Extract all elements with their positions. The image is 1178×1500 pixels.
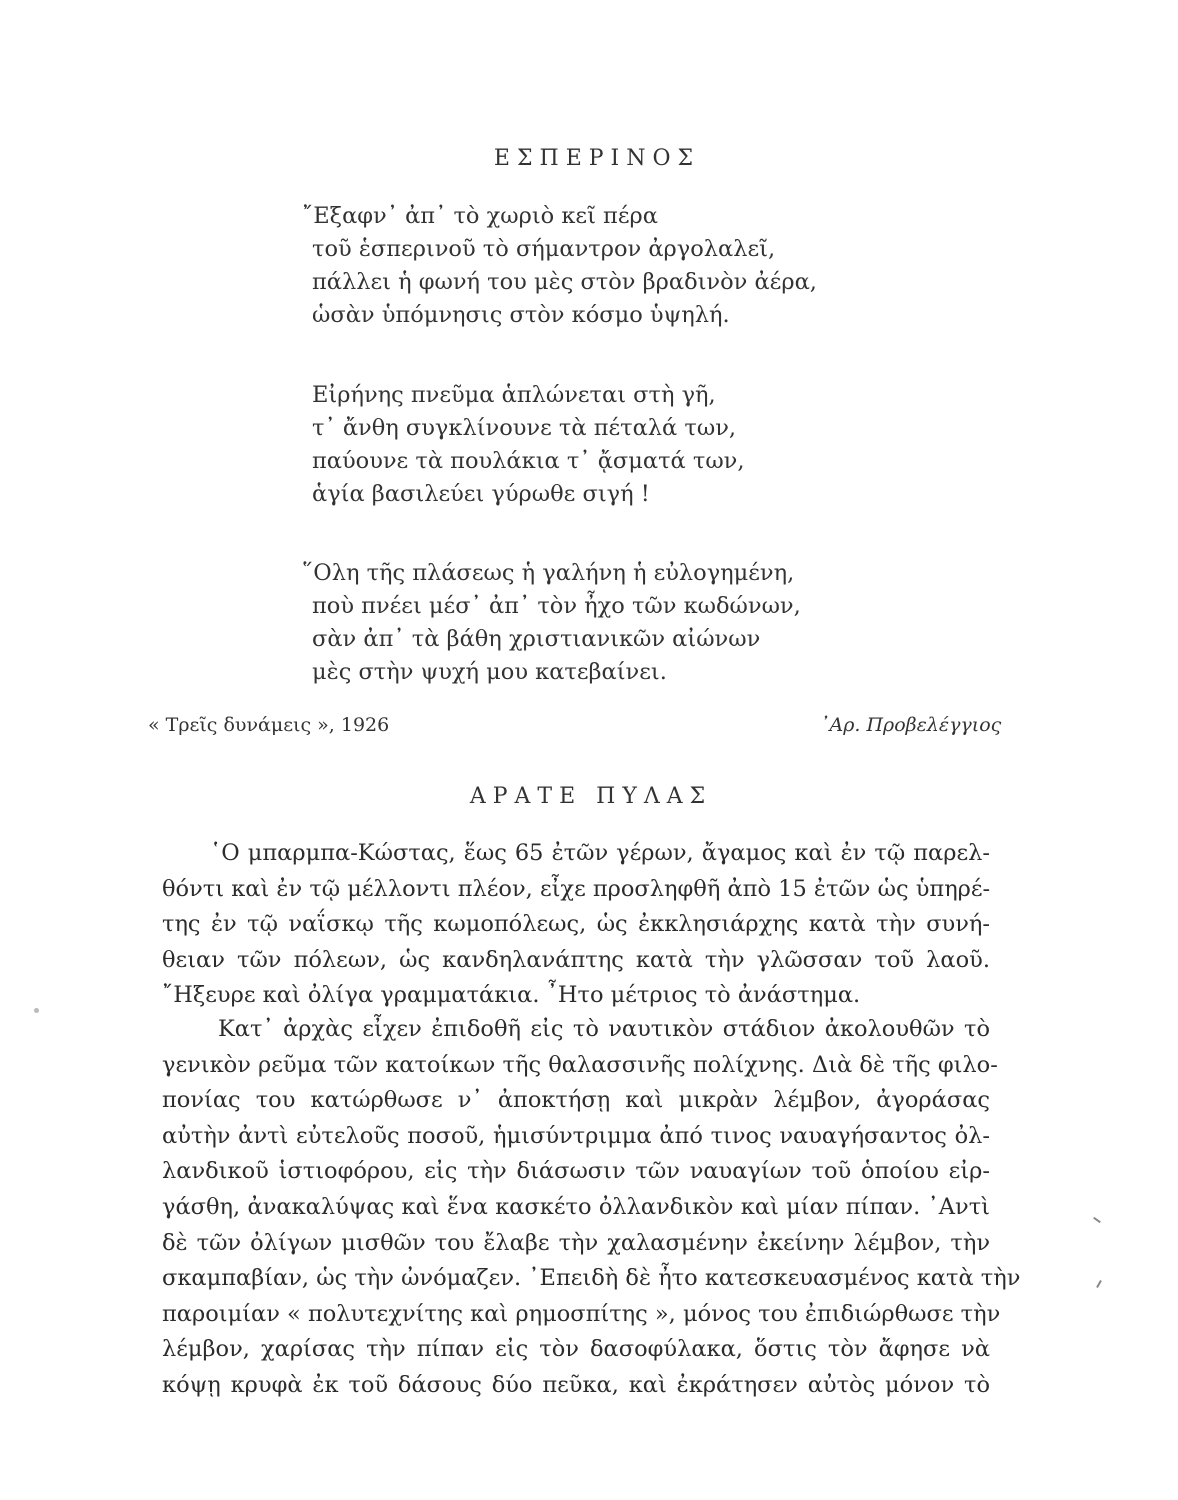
scan-speck (34, 1008, 39, 1013)
poem-source: « Τρεῖς δυνάμεις », 1926 (148, 714, 390, 736)
prose-line: πονίας του κατώρθωσε ν᾽ ἀποκτήσῃ καὶ μικρὰν λέμβον, ἀγοράσας (162, 1087, 990, 1114)
poem-line: τ᾽ ἄνθη συγκλίνουνε τὰ πέταλά των, (312, 415, 737, 441)
prose-line: γάσθη, ἀνακαλύψας καὶ ἕνα κασκέτο ὀλλανδικὸν καὶ μίαν πίπαν. ᾽Αντὶ (162, 1193, 990, 1220)
prose-line: θειαν τῶν πόλεων, ὡς κανδηλανάπτης κατὰ τὴν γλῶσσαν τοῦ λαοῦ. (162, 946, 990, 973)
scan-mark (1093, 1217, 1101, 1223)
prose-line: γενικὸν ρεῦμα τῶν κατοίκων τῆς θαλασσινῆς πολίχνης. Διὰ δὲ τῆς φιλο- (162, 1051, 998, 1078)
scan-mark (1096, 1280, 1102, 1288)
poem-line: ὡσὰν ὑπόμνησις στὸν κόσμο ὑψηλή. (312, 302, 730, 328)
prose-line: της ἐν τῷ ναΐσκῳ τῆς κωμοπόλεως, ὡς ἐκκλησιάρχης κατὰ τὴν συνή- (162, 911, 990, 938)
poem-line: τοῦ ἑσπερινοῦ τὸ σήμαντρον ἀργολαλεῖ, (312, 236, 776, 262)
story-paragraph-1 (162, 836, 990, 1014)
prose-line: λέμβον, χαρίσας τὴν πίπαν εἰς τὸν δασοφύλακα, ὅστις τὸν ἄφησε νὰ (162, 1336, 990, 1363)
prose-line: Κατ᾽ ἀρχὰς εἶχεν ἐπιδοθῆ εἰς τὸ ναυτικὸν στάδιον ἀκολουθῶν τὸ (218, 1016, 990, 1042)
prose-line: ῾Ο μπαρμπα-Κώστας, ἕως 65 ἐτῶν γέρων, ἄγαμος καὶ ἐν τῷ παρελ- (210, 840, 990, 866)
prose-line: σκαμπαβίαν, ὡς τὴν ὠνόμαζεν. ᾽Επειδὴ δὲ ἦτο κατεσκευασμένος κατὰ τὴν (162, 1265, 1021, 1292)
poem-line: μὲς στὴν ψυχή μου κατεβαίνει. (312, 659, 667, 685)
poem-line: σὰν ἀπ᾽ τὰ βάθη χριστιανικῶν αἰώνων (312, 626, 761, 652)
story-paragraph-2 (162, 1012, 1021, 1404)
poem-line: ῞Ολη τῆς πλάσεως ἡ γαλήνη ἡ εὐλογημένη, (302, 560, 795, 586)
poem-author: ᾽Αρ. Προβελέγγιος (820, 714, 1002, 736)
poem-line: ῎Εξαφν᾽ ἀπ᾽ τὸ χωριὸ κεῖ πέρα (302, 203, 658, 229)
prose-line: κόψῃ κρυφὰ ἐκ τοῦ δάσους δύο πεῦκα, καὶ ἐκράτησεν αὐτὸς μόνον τὸ (162, 1371, 990, 1398)
poem-line: ποὺ πνέει μέσ᾽ ἀπ᾽ τὸν ἦχο τῶν κωδώνων, (312, 593, 801, 619)
prose-line: αὐτὴν ἀντὶ εὐτελοῦς ποσοῦ, ἡμισύντριμμα ἀπό τινος ναυαγήσαντος ὀλ- (162, 1122, 990, 1149)
poem-stanza-2 (312, 379, 745, 511)
poem-stanza-3 (302, 557, 801, 689)
prose-line: δὲ τῶν ὀλίγων μισθῶν του ἔλαβε τὴν χαλασμένην ἐκείνην λέμβον, τὴν (162, 1229, 990, 1256)
story-title: ΑΡΑΤΕ ΠΥΛΑΣ (469, 784, 713, 809)
prose-line: λανδικοῦ ἱστιοφόρου, εἰς τὴν διάσωσιν τῶν ναυαγίων τοῦ ὁποίου εἰρ- (162, 1158, 990, 1185)
poem-stanza-1 (302, 200, 817, 332)
prose-line: παροιμίαν « πολυτεχνίτης καὶ ρημοσπίτης », μόνος του ἐπιδιώρθωσε τὴν (162, 1300, 1001, 1327)
poem-line: ἁγία βασιλεύει γύρωθε σιγή ! (312, 481, 650, 507)
prose-line: θόντι καὶ ἐν τῷ μέλλοντι πλέον, εἶχε προσληφθῆ ἀπὸ 15 ἐτῶν ὡς ὑπηρέ- (162, 875, 991, 902)
poem-title: ΕΣΠΕΡΙΝΟΣ (493, 146, 701, 171)
poem-line: παύουνε τὰ πουλάκια τ᾽ ᾄσματά των, (312, 448, 745, 474)
prose-line: ῎Ηξευρε καὶ ὀλίγα γραμματάκια. ῏Ητο μέτριος τὸ ἀνάστημα. (162, 982, 861, 1009)
poem-line: πάλλει ἡ φωνή του μὲς στὸν βραδινὸν ἀέρα, (312, 269, 817, 295)
poem-line: Εἰρήνης πνεῦμα ἁπλώνεται στὴ γῆ, (312, 382, 716, 408)
